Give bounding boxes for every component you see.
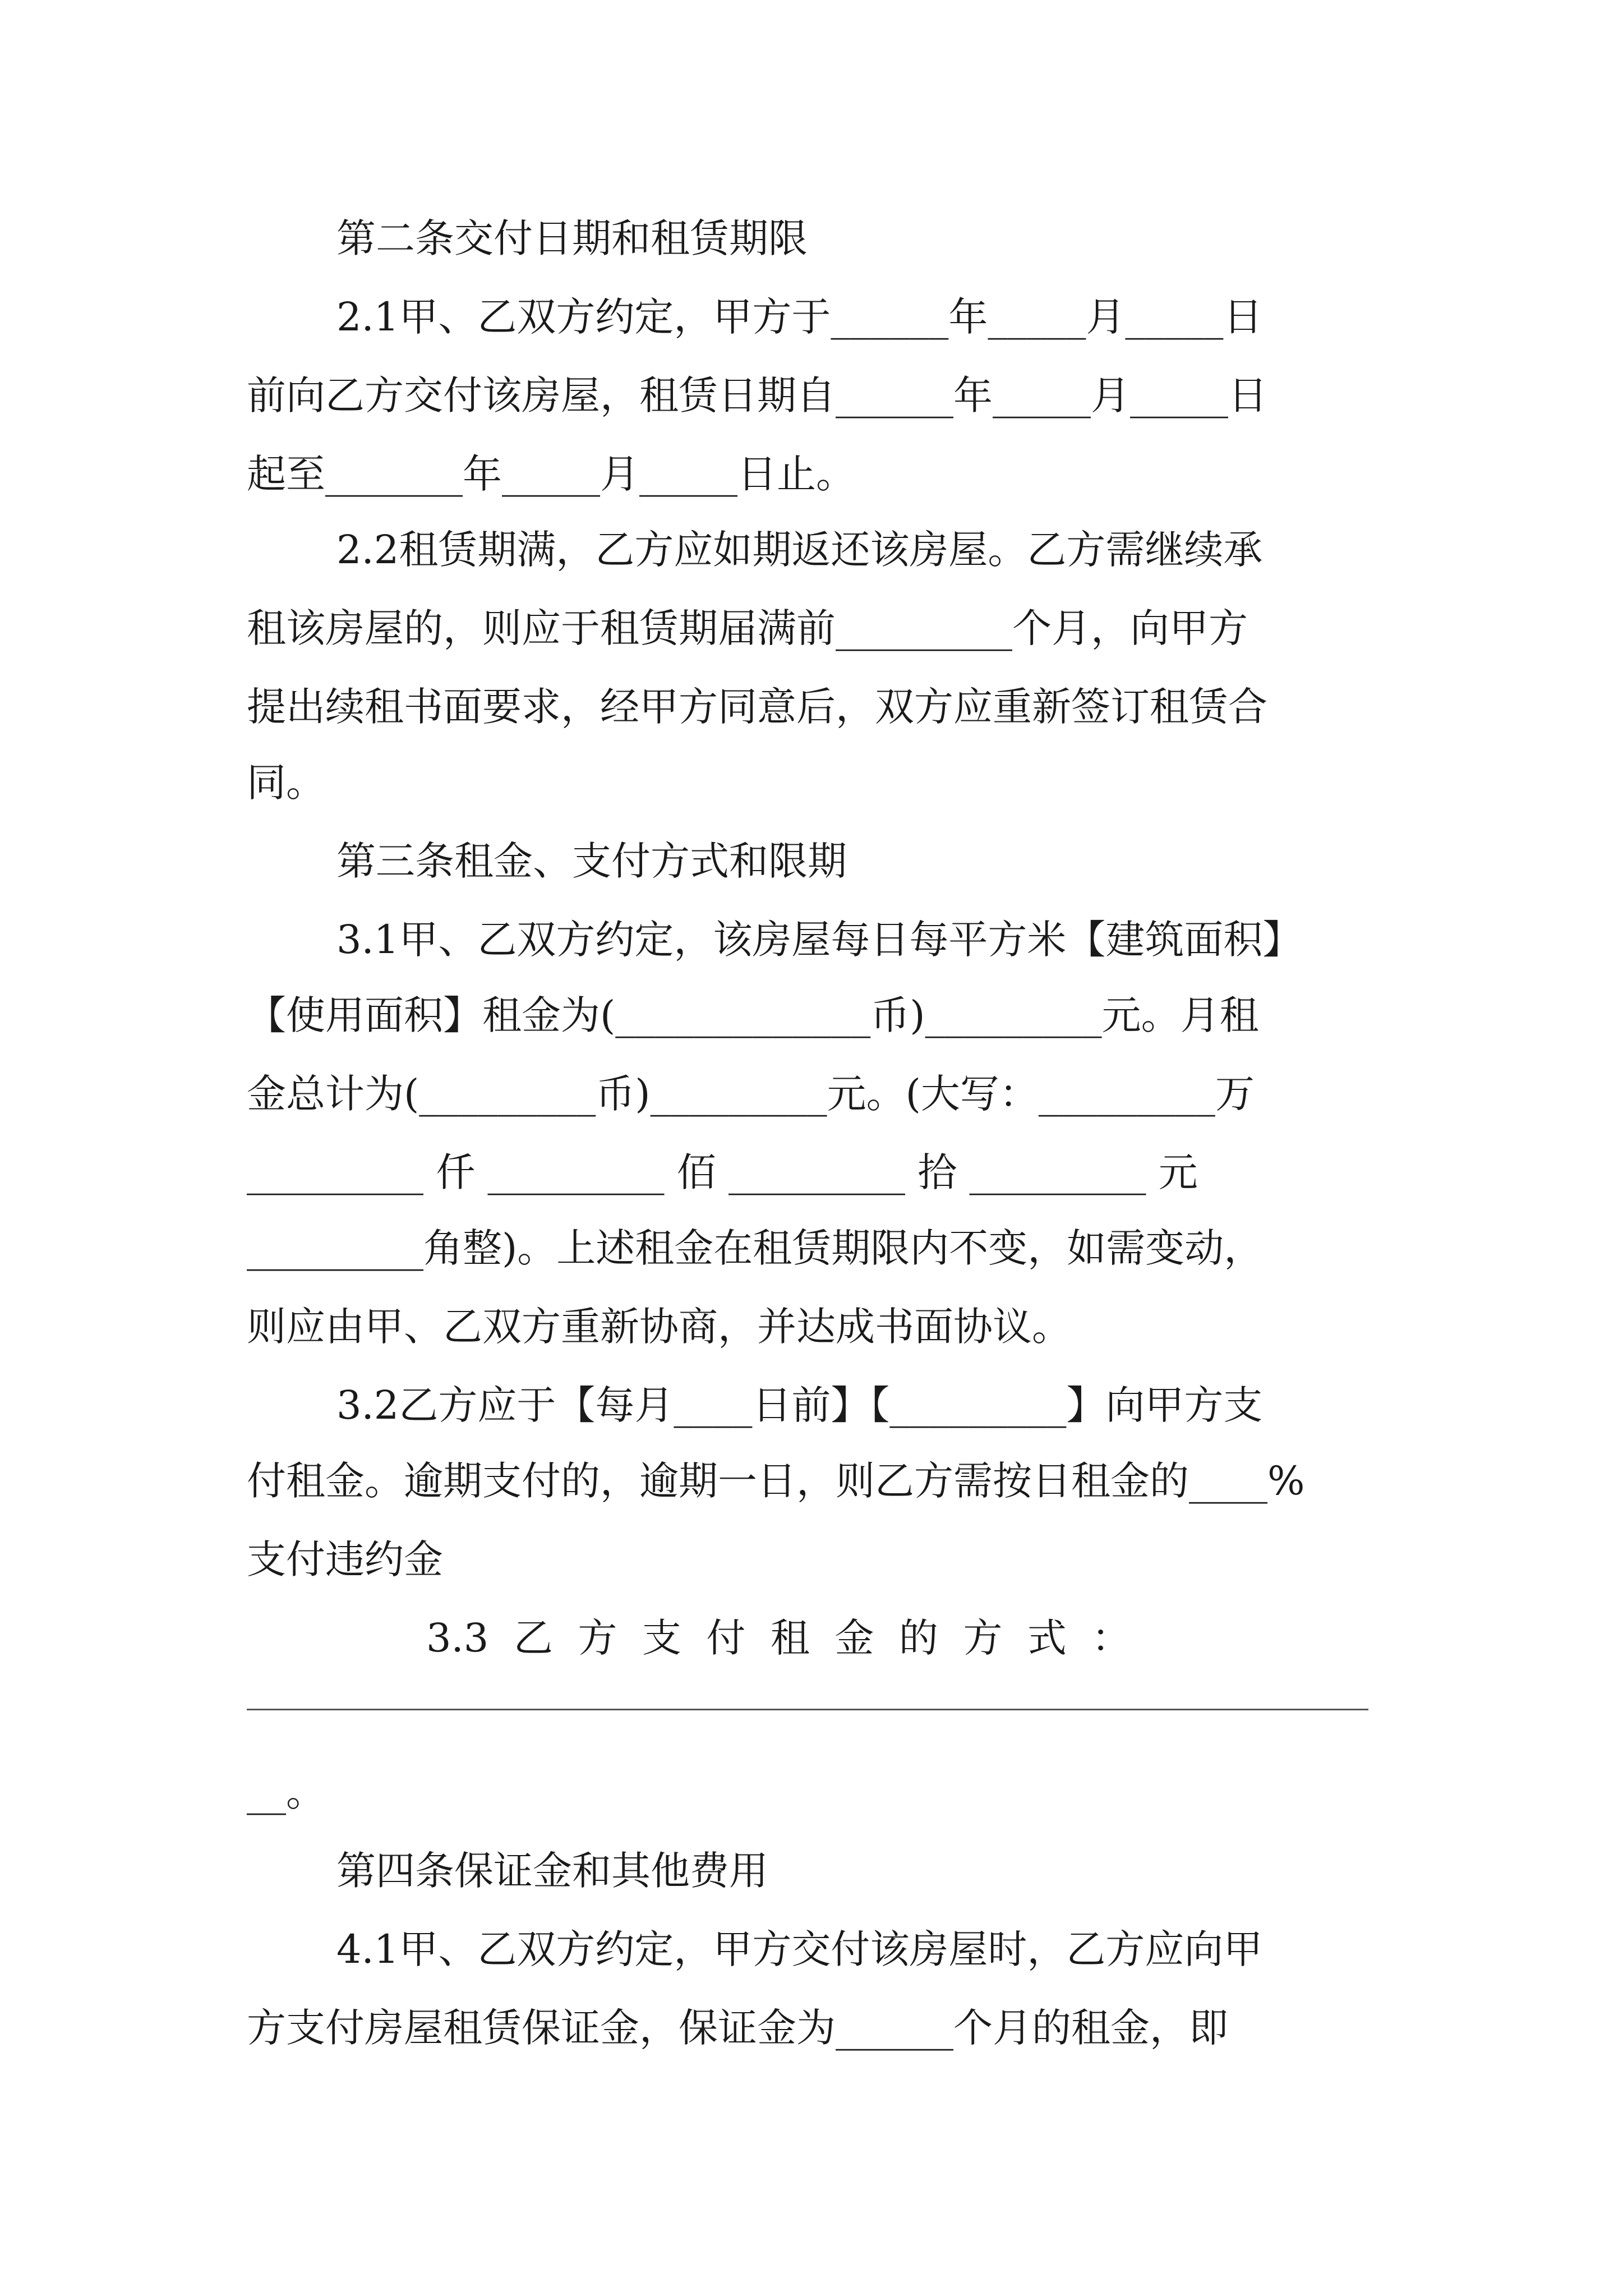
clause-4-1-line-1: 4.1甲、乙双方约定，甲方交付该房屋时，乙方应向甲 — [336, 1926, 1263, 1972]
clause-3-1-line-4: _________ 仟 _________ 佰 _________ 拾 _________ 元 — [247, 1149, 1198, 1195]
article-4-heading: 第四条保证金和其他费用 — [336, 1848, 768, 1894]
clause-2-2-line-3: 提出续租书面要求，经甲方同意后，双方应重新签订租赁合 — [247, 684, 1267, 730]
clause-2-1-line-3: 起至_______年_____月_____日止。 — [247, 451, 855, 497]
clause-3-1-line-3: 金总计为(_________币)_________元。(大写：_________万 — [247, 1071, 1255, 1117]
article-3-heading: 第三条租金、支付方式和限期 — [336, 838, 847, 884]
clause-3-3-line-1: 3.3 乙 方 支 付 租 金 的 方 式 ： — [426, 1615, 1131, 1661]
clause-4-1-line-2: 方支付房屋租赁保证金，保证金为______个月的租金，即 — [247, 2005, 1228, 2051]
clause-3-1-line-5: _________角整)。上述租金在租赁期限内不变，如需变动， — [247, 1225, 1264, 1271]
clause-3-2-line-2: 付租金。逾期支付的，逾期一日，则乙方需按日租金的____% — [247, 1458, 1305, 1504]
clause-2-2-line-2: 租该房屋的，则应于租赁期届满前_________个月，向甲方 — [247, 605, 1248, 651]
clause-3-2-line-3: 支付违约金 — [247, 1536, 443, 1582]
clause-2-2-line-1: 2.2租赁期满，乙方应如期返还该房屋。乙方需继续承 — [336, 527, 1263, 573]
payment-method-blank-line — [247, 1709, 1368, 1710]
article-2-heading: 第二条交付日期和租赁期限 — [336, 215, 808, 261]
clause-2-1-line-1: 2.1甲、乙双方约定，甲方于______年_____月_____日 — [336, 294, 1263, 340]
clause-3-1-line-1: 3.1甲、乙双方约定，该房屋每日每平方米【建筑面积】 — [336, 917, 1302, 963]
clause-2-2-line-4: 同。 — [247, 760, 325, 806]
clause-3-2-line-1: 3.2乙方应于【每月____日前】【_________】向甲方支 — [336, 1382, 1263, 1428]
clause-3-1-line-2: 【使用面积】租金为(_____________币)_________元。月租 — [247, 992, 1259, 1038]
clause-3-1-line-6: 则应由甲、乙双方重新协商，并达成书面协议。 — [247, 1304, 1071, 1350]
clause-3-3-line-3: __。 — [247, 1769, 325, 1815]
clause-2-1-line-2: 前向乙方交付该房屋，租赁日期自______年_____月_____日 — [247, 372, 1267, 418]
